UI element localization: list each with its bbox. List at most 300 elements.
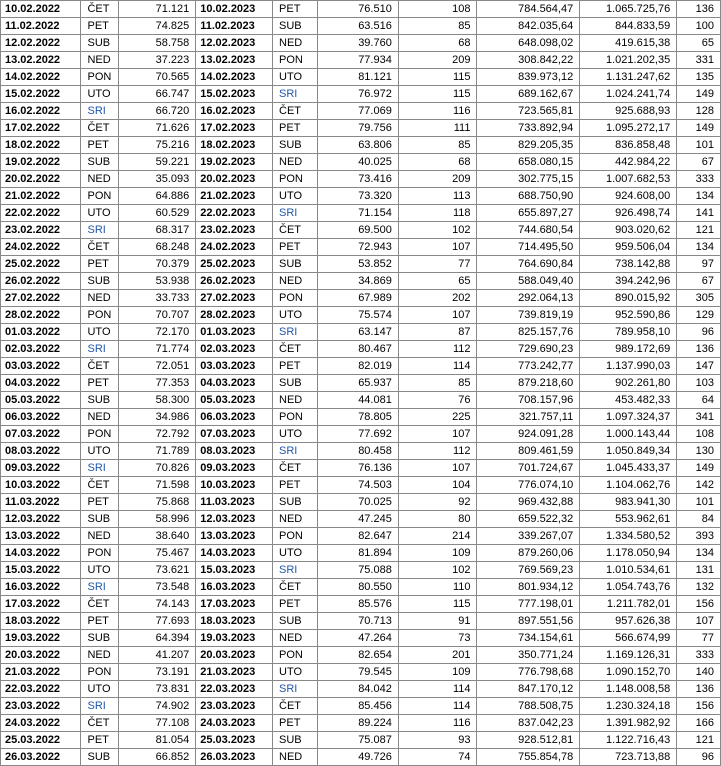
- day-2022-cell: SRI: [81, 579, 119, 596]
- count-b-cell: 136: [677, 681, 721, 698]
- date-2023-cell: 22.03.2023: [196, 681, 273, 698]
- value-2023-cell: 79.756: [318, 120, 399, 137]
- count-b-cell: 101: [677, 494, 721, 511]
- amount-2022-cell: 879.218,60: [477, 375, 580, 392]
- day-2022-cell: PON: [81, 307, 119, 324]
- value-2022-cell: 59.221: [119, 154, 196, 171]
- date-2022-cell: 19.02.2022: [1, 154, 81, 171]
- amount-2022-cell: 897.551,56: [477, 613, 580, 630]
- amount-2023-cell: 844.833,59: [580, 18, 677, 35]
- date-2022-cell: 15.02.2022: [1, 86, 81, 103]
- day-2023-cell: UTO: [273, 69, 318, 86]
- amount-2023-cell: 952.590,86: [580, 307, 677, 324]
- day-2023-cell: UTO: [273, 188, 318, 205]
- value-2023-cell: 80.458: [318, 443, 399, 460]
- day-2022-cell: NED: [81, 52, 119, 69]
- day-2022-cell: ČET: [81, 477, 119, 494]
- day-2023-cell: ČET: [273, 222, 318, 239]
- date-2022-cell: 25.02.2022: [1, 256, 81, 273]
- value-2022-cell: 58.996: [119, 511, 196, 528]
- count-a-cell: 115: [398, 69, 477, 86]
- value-2023-cell: 53.852: [318, 256, 399, 273]
- count-b-cell: 103: [677, 375, 721, 392]
- day-2022-cell: SUB: [81, 749, 119, 766]
- table-row: [1, 664, 721, 681]
- date-2022-cell: 24.02.2022: [1, 239, 81, 256]
- amount-2022-cell: 801.934,12: [477, 579, 580, 596]
- date-2022-cell: 09.03.2022: [1, 460, 81, 477]
- amount-2023-cell: 1.137.990,03: [580, 358, 677, 375]
- count-a-cell: 85: [398, 375, 477, 392]
- value-2022-cell: 66.852: [119, 749, 196, 766]
- count-a-cell: 92: [398, 494, 477, 511]
- value-2023-cell: 70.025: [318, 494, 399, 511]
- count-b-cell: 121: [677, 222, 721, 239]
- amount-2023-cell: 1.045.433,37: [580, 460, 677, 477]
- amount-2022-cell: 784.564,47: [477, 1, 580, 18]
- day-2022-cell: ČET: [81, 120, 119, 137]
- day-2023-cell: SUB: [273, 375, 318, 392]
- value-2023-cell: 77.692: [318, 426, 399, 443]
- value-2022-cell: 68.248: [119, 239, 196, 256]
- count-a-cell: 77: [398, 256, 477, 273]
- value-2022-cell: 53.938: [119, 273, 196, 290]
- count-a-cell: 74: [398, 749, 477, 766]
- day-2022-cell: NED: [81, 290, 119, 307]
- value-2022-cell: 70.826: [119, 460, 196, 477]
- count-a-cell: 68: [398, 35, 477, 52]
- count-b-cell: 149: [677, 120, 721, 137]
- amount-2023-cell: 1.010.534,61: [580, 562, 677, 579]
- amount-2022-cell: 739.819,19: [477, 307, 580, 324]
- count-b-cell: 108: [677, 426, 721, 443]
- amount-2022-cell: 321.757,11: [477, 409, 580, 426]
- table-row: [1, 35, 721, 52]
- value-2022-cell: 72.792: [119, 426, 196, 443]
- day-2022-cell: UTO: [81, 86, 119, 103]
- amount-2022-cell: 969.432,88: [477, 494, 580, 511]
- date-2023-cell: 27.02.2023: [196, 290, 273, 307]
- value-2022-cell: 77.108: [119, 715, 196, 732]
- table-row: [1, 494, 721, 511]
- date-2022-cell: 12.02.2022: [1, 35, 81, 52]
- value-2023-cell: 81.894: [318, 545, 399, 562]
- day-2022-cell: ČET: [81, 1, 119, 18]
- count-a-cell: 93: [398, 732, 477, 749]
- amount-2023-cell: 1.050.849,34: [580, 443, 677, 460]
- date-2023-cell: 20.03.2023: [196, 647, 273, 664]
- amount-2023-cell: 959.506,04: [580, 239, 677, 256]
- amount-2022-cell: 829.205,35: [477, 137, 580, 154]
- amount-2022-cell: 714.495,50: [477, 239, 580, 256]
- day-2023-cell: PON: [273, 52, 318, 69]
- amount-2022-cell: 777.198,01: [477, 596, 580, 613]
- value-2023-cell: 76.972: [318, 86, 399, 103]
- count-a-cell: 214: [398, 528, 477, 545]
- count-b-cell: 305: [677, 290, 721, 307]
- amount-2022-cell: 689.162,67: [477, 86, 580, 103]
- amount-2023-cell: 1.230.324,18: [580, 698, 677, 715]
- day-2023-cell: PET: [273, 477, 318, 494]
- amount-2022-cell: 302.775,15: [477, 171, 580, 188]
- amount-2022-cell: 825.157,76: [477, 324, 580, 341]
- date-2023-cell: 06.03.2023: [196, 409, 273, 426]
- table-row: [1, 103, 721, 120]
- count-a-cell: 202: [398, 290, 477, 307]
- table-body: [1, 1, 721, 766]
- day-2023-cell: PET: [273, 596, 318, 613]
- value-2022-cell: 70.379: [119, 256, 196, 273]
- date-2023-cell: 09.03.2023: [196, 460, 273, 477]
- count-b-cell: 333: [677, 171, 721, 188]
- count-a-cell: 114: [398, 681, 477, 698]
- count-a-cell: 112: [398, 341, 477, 358]
- date-2023-cell: 11.02.2023: [196, 18, 273, 35]
- date-2022-cell: 22.03.2022: [1, 681, 81, 698]
- count-a-cell: 85: [398, 137, 477, 154]
- count-b-cell: 121: [677, 732, 721, 749]
- amount-2023-cell: 566.674,99: [580, 630, 677, 647]
- date-2022-cell: 07.03.2022: [1, 426, 81, 443]
- table-row: [1, 154, 721, 171]
- amount-2022-cell: 788.508,75: [477, 698, 580, 715]
- day-2023-cell: UTO: [273, 545, 318, 562]
- value-2022-cell: 75.467: [119, 545, 196, 562]
- day-2022-cell: UTO: [81, 562, 119, 579]
- value-2023-cell: 80.550: [318, 579, 399, 596]
- day-2023-cell: ČET: [273, 460, 318, 477]
- value-2022-cell: 71.789: [119, 443, 196, 460]
- value-2022-cell: 60.529: [119, 205, 196, 222]
- day-2023-cell: NED: [273, 273, 318, 290]
- date-2023-cell: 14.03.2023: [196, 545, 273, 562]
- count-a-cell: 209: [398, 171, 477, 188]
- date-2023-cell: 08.03.2023: [196, 443, 273, 460]
- day-2023-cell: SRI: [273, 324, 318, 341]
- day-2023-cell: UTO: [273, 426, 318, 443]
- day-2022-cell: SRI: [81, 103, 119, 120]
- count-b-cell: 101: [677, 137, 721, 154]
- amount-2023-cell: 394.242,96: [580, 273, 677, 290]
- value-2022-cell: 58.758: [119, 35, 196, 52]
- value-2022-cell: 77.353: [119, 375, 196, 392]
- value-2022-cell: 71.121: [119, 1, 196, 18]
- day-2023-cell: NED: [273, 511, 318, 528]
- table-row: [1, 613, 721, 630]
- value-2023-cell: 82.654: [318, 647, 399, 664]
- count-b-cell: 134: [677, 545, 721, 562]
- day-2023-cell: NED: [273, 749, 318, 766]
- table-row: [1, 596, 721, 613]
- date-2022-cell: 25.03.2022: [1, 732, 81, 749]
- amount-2023-cell: 1.391.982,92: [580, 715, 677, 732]
- value-2023-cell: 73.416: [318, 171, 399, 188]
- count-b-cell: 147: [677, 358, 721, 375]
- amount-2023-cell: 926.498,74: [580, 205, 677, 222]
- value-2022-cell: 77.693: [119, 613, 196, 630]
- date-2023-cell: 16.03.2023: [196, 579, 273, 596]
- value-2023-cell: 74.503: [318, 477, 399, 494]
- count-a-cell: 116: [398, 715, 477, 732]
- value-2022-cell: 73.831: [119, 681, 196, 698]
- date-2022-cell: 11.03.2022: [1, 494, 81, 511]
- day-2022-cell: PET: [81, 732, 119, 749]
- value-2023-cell: 39.760: [318, 35, 399, 52]
- day-2023-cell: ČET: [273, 341, 318, 358]
- count-b-cell: 64: [677, 392, 721, 409]
- date-2023-cell: 14.02.2023: [196, 69, 273, 86]
- day-2022-cell: UTO: [81, 681, 119, 698]
- day-2022-cell: SUB: [81, 630, 119, 647]
- day-2023-cell: PET: [273, 239, 318, 256]
- value-2023-cell: 67.989: [318, 290, 399, 307]
- amount-2023-cell: 957.626,38: [580, 613, 677, 630]
- value-2022-cell: 64.394: [119, 630, 196, 647]
- table-row: [1, 1, 721, 18]
- count-b-cell: 333: [677, 647, 721, 664]
- date-2022-cell: 12.03.2022: [1, 511, 81, 528]
- date-2022-cell: 21.02.2022: [1, 188, 81, 205]
- value-2023-cell: 40.025: [318, 154, 399, 171]
- value-2022-cell: 37.223: [119, 52, 196, 69]
- amount-2022-cell: 769.569,23: [477, 562, 580, 579]
- count-b-cell: 107: [677, 613, 721, 630]
- amount-2022-cell: 729.690,23: [477, 341, 580, 358]
- table-row: [1, 630, 721, 647]
- table-row: [1, 392, 721, 409]
- day-2023-cell: PET: [273, 715, 318, 732]
- date-2023-cell: 15.02.2023: [196, 86, 273, 103]
- count-a-cell: 115: [398, 596, 477, 613]
- amount-2023-cell: 1.097.324,37: [580, 409, 677, 426]
- table-row: [1, 307, 721, 324]
- value-2023-cell: 71.154: [318, 205, 399, 222]
- amount-2023-cell: 902.261,80: [580, 375, 677, 392]
- day-2023-cell: SUB: [273, 613, 318, 630]
- day-2023-cell: SUB: [273, 256, 318, 273]
- value-2022-cell: 64.886: [119, 188, 196, 205]
- table-row: [1, 511, 721, 528]
- count-b-cell: 136: [677, 341, 721, 358]
- value-2022-cell: 71.774: [119, 341, 196, 358]
- count-b-cell: 134: [677, 188, 721, 205]
- date-2023-cell: 24.03.2023: [196, 715, 273, 732]
- count-b-cell: 131: [677, 562, 721, 579]
- value-2022-cell: 66.720: [119, 103, 196, 120]
- value-2022-cell: 74.825: [119, 18, 196, 35]
- table-row: [1, 647, 721, 664]
- date-2023-cell: 21.02.2023: [196, 188, 273, 205]
- date-2023-cell: 07.03.2023: [196, 426, 273, 443]
- value-2023-cell: 73.320: [318, 188, 399, 205]
- date-2023-cell: 23.03.2023: [196, 698, 273, 715]
- value-2022-cell: 71.598: [119, 477, 196, 494]
- count-a-cell: 73: [398, 630, 477, 647]
- table-row: [1, 18, 721, 35]
- value-2022-cell: 34.986: [119, 409, 196, 426]
- value-2023-cell: 77.934: [318, 52, 399, 69]
- amount-2022-cell: 308.842,22: [477, 52, 580, 69]
- date-2023-cell: 26.03.2023: [196, 749, 273, 766]
- table-row: [1, 171, 721, 188]
- date-2023-cell: 26.02.2023: [196, 273, 273, 290]
- count-b-cell: 142: [677, 477, 721, 494]
- amount-2023-cell: 1.024.241,74: [580, 86, 677, 103]
- date-2022-cell: 27.02.2022: [1, 290, 81, 307]
- date-2023-cell: 10.02.2023: [196, 1, 273, 18]
- day-2022-cell: UTO: [81, 443, 119, 460]
- table-row: [1, 426, 721, 443]
- amount-2023-cell: 453.482,33: [580, 392, 677, 409]
- amount-2023-cell: 1.334.580,52: [580, 528, 677, 545]
- value-2023-cell: 69.500: [318, 222, 399, 239]
- count-b-cell: 67: [677, 273, 721, 290]
- count-b-cell: 65: [677, 35, 721, 52]
- amount-2023-cell: 1.054.743,76: [580, 579, 677, 596]
- amount-2023-cell: 924.608,00: [580, 188, 677, 205]
- date-2023-cell: 18.03.2023: [196, 613, 273, 630]
- table-row: [1, 341, 721, 358]
- value-2023-cell: 85.456: [318, 698, 399, 715]
- amount-2022-cell: 292.064,13: [477, 290, 580, 307]
- amount-2023-cell: 1.178.050,94: [580, 545, 677, 562]
- amount-2022-cell: 708.157,96: [477, 392, 580, 409]
- date-2023-cell: 20.02.2023: [196, 171, 273, 188]
- table-row: [1, 375, 721, 392]
- value-2023-cell: 82.647: [318, 528, 399, 545]
- day-2022-cell: SUB: [81, 392, 119, 409]
- count-a-cell: 107: [398, 460, 477, 477]
- day-2023-cell: UTO: [273, 664, 318, 681]
- table-row: [1, 273, 721, 290]
- count-b-cell: 141: [677, 205, 721, 222]
- value-2022-cell: 38.640: [119, 528, 196, 545]
- count-b-cell: 134: [677, 239, 721, 256]
- value-2022-cell: 41.207: [119, 647, 196, 664]
- count-a-cell: 209: [398, 52, 477, 69]
- date-2023-cell: 25.02.2023: [196, 256, 273, 273]
- day-2023-cell: SUB: [273, 18, 318, 35]
- date-2022-cell: 08.03.2022: [1, 443, 81, 460]
- amount-2022-cell: 648.098,02: [477, 35, 580, 52]
- date-2022-cell: 15.03.2022: [1, 562, 81, 579]
- day-2023-cell: PON: [273, 409, 318, 426]
- day-2022-cell: PON: [81, 188, 119, 205]
- date-2022-cell: 13.02.2022: [1, 52, 81, 69]
- amount-2023-cell: 1.148.008,58: [580, 681, 677, 698]
- day-2022-cell: NED: [81, 647, 119, 664]
- amount-2022-cell: 734.154,61: [477, 630, 580, 647]
- amount-2023-cell: 723.713,88: [580, 749, 677, 766]
- day-2022-cell: ČET: [81, 239, 119, 256]
- amount-2023-cell: 419.615,38: [580, 35, 677, 52]
- value-2022-cell: 68.317: [119, 222, 196, 239]
- day-2023-cell: SRI: [273, 205, 318, 222]
- day-2022-cell: UTO: [81, 205, 119, 222]
- date-2023-cell: 02.03.2023: [196, 341, 273, 358]
- amount-2022-cell: 879.260,06: [477, 545, 580, 562]
- amount-2023-cell: 1.021.202,35: [580, 52, 677, 69]
- count-a-cell: 80: [398, 511, 477, 528]
- value-2022-cell: 73.621: [119, 562, 196, 579]
- day-2022-cell: PET: [81, 256, 119, 273]
- count-a-cell: 107: [398, 426, 477, 443]
- day-2022-cell: SRI: [81, 341, 119, 358]
- day-2023-cell: SUB: [273, 137, 318, 154]
- date-2022-cell: 02.03.2022: [1, 341, 81, 358]
- date-2022-cell: 23.02.2022: [1, 222, 81, 239]
- day-2022-cell: ČET: [81, 358, 119, 375]
- value-2023-cell: 63.806: [318, 137, 399, 154]
- date-2023-cell: 10.03.2023: [196, 477, 273, 494]
- date-2022-cell: 13.03.2022: [1, 528, 81, 545]
- amount-2022-cell: 339.267,07: [477, 528, 580, 545]
- amount-2022-cell: 847.170,12: [477, 681, 580, 698]
- value-2023-cell: 65.937: [318, 375, 399, 392]
- value-2022-cell: 58.300: [119, 392, 196, 409]
- day-2022-cell: PET: [81, 494, 119, 511]
- amount-2023-cell: 553.962,61: [580, 511, 677, 528]
- date-2023-cell: 18.02.2023: [196, 137, 273, 154]
- date-2023-cell: 03.03.2023: [196, 358, 273, 375]
- count-a-cell: 109: [398, 545, 477, 562]
- value-2023-cell: 34.869: [318, 273, 399, 290]
- table-row: [1, 715, 721, 732]
- date-2022-cell: 20.02.2022: [1, 171, 81, 188]
- count-a-cell: 116: [398, 103, 477, 120]
- value-2023-cell: 78.805: [318, 409, 399, 426]
- table-row: [1, 698, 721, 715]
- count-a-cell: 104: [398, 477, 477, 494]
- count-b-cell: 132: [677, 579, 721, 596]
- table-row: [1, 120, 721, 137]
- value-2022-cell: 75.216: [119, 137, 196, 154]
- date-2022-cell: 05.03.2022: [1, 392, 81, 409]
- value-2023-cell: 72.943: [318, 239, 399, 256]
- value-2022-cell: 66.747: [119, 86, 196, 103]
- table-row: [1, 409, 721, 426]
- amount-2022-cell: 837.042,23: [477, 715, 580, 732]
- day-2023-cell: PET: [273, 120, 318, 137]
- date-2023-cell: 12.03.2023: [196, 511, 273, 528]
- count-a-cell: 115: [398, 86, 477, 103]
- value-2023-cell: 77.069: [318, 103, 399, 120]
- day-2022-cell: PON: [81, 545, 119, 562]
- table-row: [1, 69, 721, 86]
- value-2022-cell: 73.548: [119, 579, 196, 596]
- day-2023-cell: PET: [273, 358, 318, 375]
- value-2023-cell: 44.081: [318, 392, 399, 409]
- count-b-cell: 129: [677, 307, 721, 324]
- date-2022-cell: 16.03.2022: [1, 579, 81, 596]
- date-2023-cell: 23.02.2023: [196, 222, 273, 239]
- day-2022-cell: SUB: [81, 511, 119, 528]
- table-row: [1, 324, 721, 341]
- table-row: [1, 732, 721, 749]
- day-2022-cell: PET: [81, 613, 119, 630]
- date-2022-cell: 18.03.2022: [1, 613, 81, 630]
- day-2023-cell: SRI: [273, 86, 318, 103]
- value-2023-cell: 79.545: [318, 664, 399, 681]
- amount-2023-cell: 1.000.143,44: [580, 426, 677, 443]
- day-2022-cell: SRI: [81, 460, 119, 477]
- date-2022-cell: 10.03.2022: [1, 477, 81, 494]
- date-2023-cell: 12.02.2023: [196, 35, 273, 52]
- amount-2022-cell: 776.798,68: [477, 664, 580, 681]
- day-2022-cell: PON: [81, 69, 119, 86]
- count-a-cell: 107: [398, 239, 477, 256]
- table-row: [1, 290, 721, 307]
